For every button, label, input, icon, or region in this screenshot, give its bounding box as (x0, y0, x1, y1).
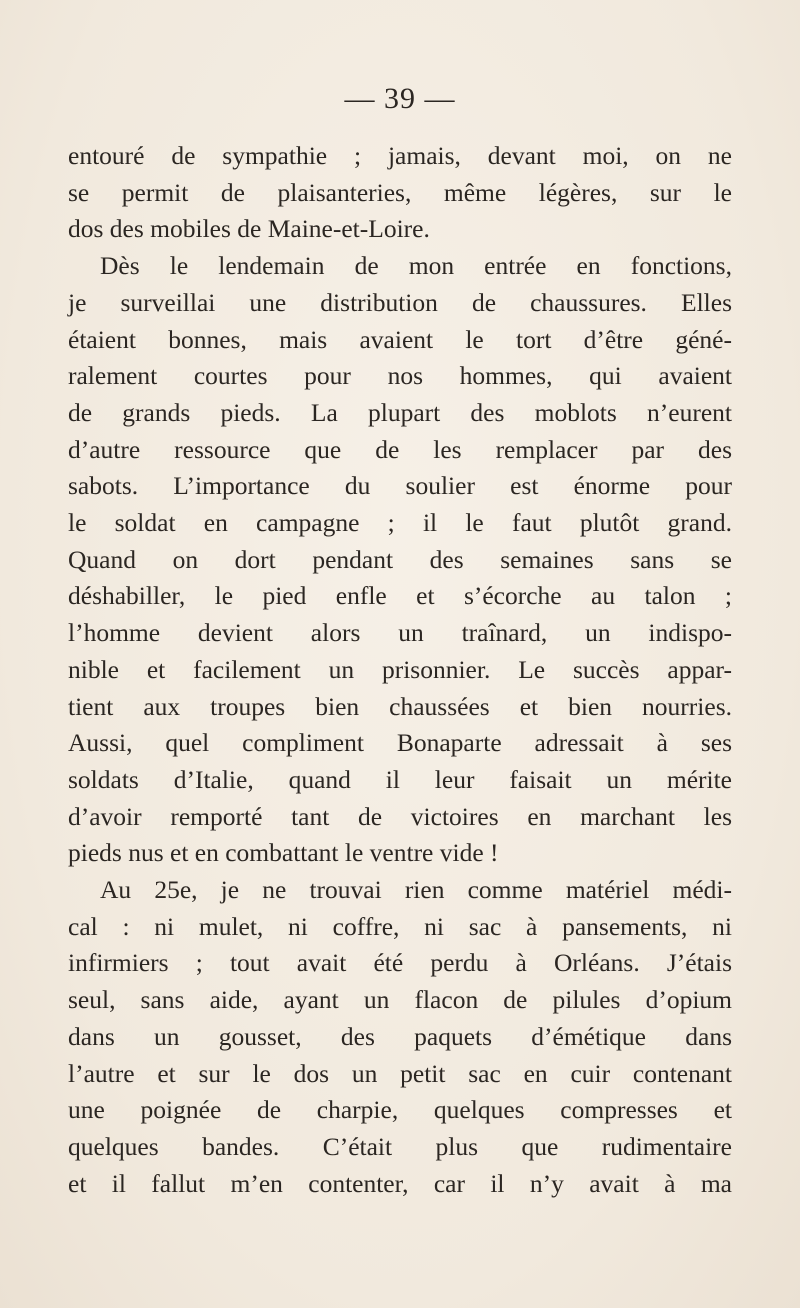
text-line: quelques bandes. C’était plus que rudimentaire (68, 1131, 732, 1161)
text-line: étaient bonnes, mais avaient le tort d’être géné- (68, 324, 732, 354)
text-line: entouré de sympathie ; jamais, devant moi, on ne (68, 141, 732, 170)
text-line: et il fallut m’en contenter, car il n’y avait à ma (68, 1168, 732, 1198)
text-line: infirmiers ; tout avait été perdu à Orléans. J’étais (68, 948, 732, 978)
text-line: d’autre ressource que de les remplacer par des (68, 434, 732, 464)
text-line: dans un gousset, des paquets d’émétique dans (68, 1021, 732, 1051)
text-line: d’avoir remporté tant de victoires en marchant les (68, 801, 732, 831)
text-line: Dès le lendemain de mon entrée en fonctions, (100, 251, 732, 281)
text-line: tient aux troupes bien chaussées et bien nourries. (68, 691, 732, 721)
text-line: se permit de plaisanteries, même légères, sur le (68, 177, 732, 207)
text-line: nible et facilement un prisonnier. Le succès appar- (68, 654, 732, 684)
text-line: je surveillai une distribution de chaussures. Elles (68, 287, 732, 317)
page-number: — 39 — (344, 82, 456, 115)
body-text (68, 138, 732, 1202)
text-line: Aussi, quel compliment Bonaparte adressait à ses (68, 728, 732, 758)
text-line: Au 25e, je ne trouvai rien comme matériel médi- (100, 875, 732, 905)
text-line: une poignée de charpie, quelques compresses et (68, 1095, 732, 1125)
text-line: seul, sans aide, ayant un flacon de pilules d’opium (68, 985, 732, 1015)
text-line: ralement courtes pour nos hommes, qui avaient (68, 361, 732, 391)
text-line: de grands pieds. La plupart des moblots n’eurent (68, 397, 732, 427)
text-line: le soldat en campagne ; il le faut plutôt grand. (68, 508, 732, 538)
text-line: déshabiller, le pied enfle et s’écorche au talon ; (68, 581, 732, 611)
text-line: l’autre et sur le dos un petit sac en cuir contenant (68, 1058, 732, 1088)
text-line: soldats d’Italie, quand il leur faisait un mérite (68, 764, 732, 794)
text-line: cal : ni mulet, ni coffre, ni sac à pansements, ni (68, 911, 732, 941)
text-line: Quand on dort pendant des semaines sans se (68, 544, 732, 574)
text-line: dos des mobiles de Maine-et-Loire. (68, 214, 430, 244)
text-line: pieds nus et en combattant le ventre vide ! (68, 838, 499, 868)
text-line: sabots. L’importance du soulier est énorme pour (68, 471, 732, 501)
text-line: l’homme devient alors un traînard, un indispo- (68, 618, 732, 648)
